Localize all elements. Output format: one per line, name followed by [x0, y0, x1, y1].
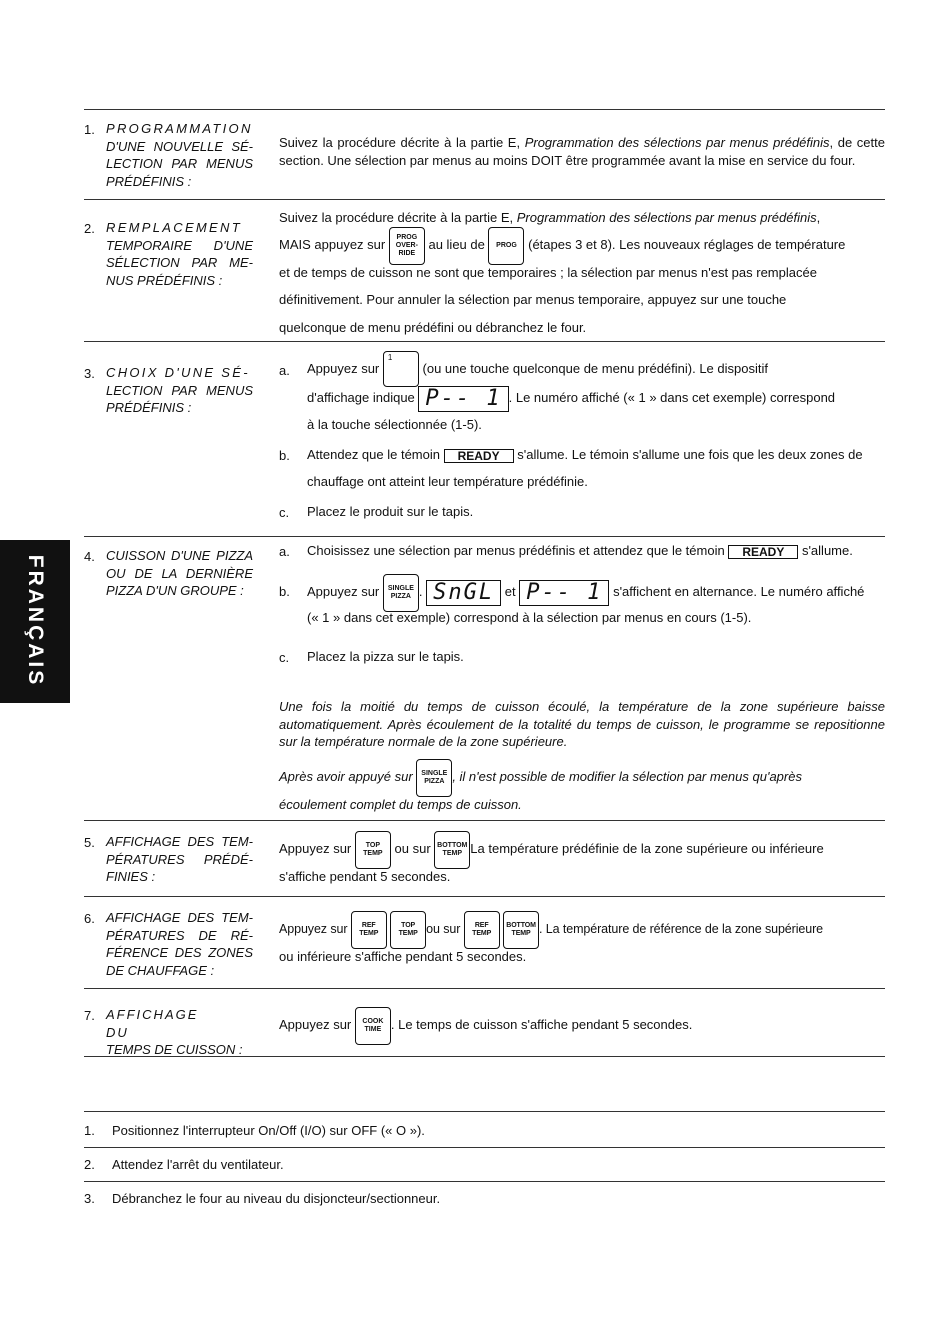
bottom-temp-key-icon: BOTTOM TEMP — [503, 911, 539, 949]
sub-text-line: Choisissez une sélection par menus prédéfinis et attendez que le témoin READY s'allume. — [307, 543, 853, 559]
row-text: Suivez la procédure décrite à la partie E, Programmation des sélections par menus prédéfinis, de cette section. Une sélection par menus au moins DOIT être programmée avant la mise en service du four. — [279, 135, 885, 168]
sub-text-line: Attendez que le témoin READY s'allume. Le témoin s'allume une fois que les deux zones de — [307, 447, 863, 463]
preset-1-key-icon: 1 — [383, 351, 419, 387]
divider — [84, 1147, 885, 1148]
ready-indicator: READY — [728, 545, 798, 559]
row-number: 3. — [84, 366, 95, 381]
row-number: 7. — [84, 1008, 95, 1023]
cook-time-key-icon: COOK TIME — [355, 1007, 391, 1045]
sub-text-line: Appuyez sur 1 (ou une touche quelconque de menu prédéfini). Le dispositif — [307, 350, 885, 388]
sub-text-line: chauffage ont atteint leur température prédéfinie. — [307, 474, 588, 489]
sub-text-line: (« 1 » dans cet exemple) correspond à la sélection par menus en cours (1-5). — [307, 610, 752, 625]
divider — [84, 820, 885, 821]
sub-text-line: Appuyez sur SINGLE PIZZA . SnGL et P-- 1 s'affichent en alternance. Le numéro affiché — [307, 573, 885, 611]
top-temp-key-icon: TOP TEMP — [390, 911, 426, 949]
single-pizza-key-icon: SINGLE PIZZA — [383, 574, 419, 612]
ref-temp-key-icon: REF TEMP — [464, 911, 500, 949]
step-text: Attendez l'arrêt du ventilateur. — [112, 1157, 284, 1172]
sub-label: a. — [279, 544, 290, 559]
row-text-line: définitivement. Pour annuler la sélection par menus temporaire, appuyez sur une touche — [279, 292, 787, 307]
row-text-line: s'affiche pendant 5 secondes. — [279, 869, 451, 884]
step-text: Débranchez le four au niveau du disjoncteur/sectionneur. — [112, 1191, 441, 1206]
language-tab-label: FRANÇAIS — [24, 554, 47, 688]
row-title: AFFICHAGE DU TEMPS DE CUISSON : — [106, 1007, 243, 1057]
divider — [84, 988, 885, 989]
row-text-line: Suivez la procédure décrite à la partie E, Programmation des sélections par menus prédéfinis, — [279, 210, 821, 225]
note-text: Une fois la moitié du temps de cuisson écoulé, la température de la zone supérieure baisse automatiquement. Après écoulement de la totalité du temps de cuisson, le programme se repositionne sur la température normale de la zone supérieure. — [279, 699, 885, 749]
step-number: 2. — [84, 1157, 95, 1172]
row-number: 6. — [84, 911, 95, 926]
divider — [84, 536, 885, 537]
prog-key-icon: PROG — [488, 227, 524, 265]
row-title: AFFICHAGE DES TEM-PÉRATURES DE RÉ-FÉRENCE DES ZONES DE CHAUFFAGE : — [106, 910, 253, 978]
divider — [84, 1111, 885, 1112]
sub-text-line: à la touche sélectionnée (1-5). — [307, 417, 482, 432]
row-text-line: ou inférieure s'affiche pendant 5 secondes. — [279, 949, 527, 964]
divider — [84, 341, 885, 342]
single-pizza-key-icon: SINGLE PIZZA — [416, 759, 452, 797]
divider — [84, 199, 885, 200]
note-text-line: Après avoir appuyé sur SINGLE PIZZA , il n'est possible de modifier la sélection par menus qu'après — [279, 758, 885, 796]
step-number: 3. — [84, 1191, 95, 1206]
ref-temp-key-icon: REF TEMP — [351, 911, 387, 949]
sub-label: b. — [279, 448, 290, 463]
row-title: CHOIX D'UNE SÉ- LECTION PAR MENUS PRÉDÉFINIS : — [106, 365, 253, 415]
preset-display: P-- 1 — [519, 580, 609, 606]
single-display: SnGL — [426, 580, 501, 606]
language-tab — [0, 540, 70, 703]
row-number: 4. — [84, 549, 95, 564]
row-number: 1. — [84, 122, 95, 137]
row-title: AFFICHAGE DES TEM-PÉRATURES PRÉDÉ-FINIES : — [106, 834, 253, 884]
step-number: 1. — [84, 1123, 95, 1138]
row-title: PROGRAMMATION D'UNE NOUVELLE SÉ-LECTION PAR MENUS PRÉDÉFINIS : — [106, 121, 253, 189]
sub-label: c. — [279, 505, 290, 520]
row-text-line: quelconque de menu prédéfini ou débranchez le four. — [279, 320, 587, 335]
sub-label: b. — [279, 584, 290, 599]
row-number: 5. — [84, 835, 95, 850]
sub-text-line: Placez la pizza sur le tapis. — [307, 649, 464, 664]
ready-indicator: READY — [444, 449, 514, 463]
prog-override-key-icon: PROG OVER- RIDE — [389, 227, 425, 265]
row-text-line: MAIS appuyez sur PROG OVER- RIDE au lieu de PROG (étapes 3 et 8). Les nouveaux réglages de température — [279, 226, 885, 264]
row-text-line: Appuyez sur REF TEMP TOP TEMP ou sur REF TEMP BOTTOM TEMP . La température de référence de la zone supérieure — [279, 910, 885, 948]
divider — [84, 109, 885, 110]
top-temp-key-icon: TOP TEMP — [355, 831, 391, 869]
row-title: CUISSON D'UNE PIZZA OU DE LA DERNIÈRE PIZZA D'UN GROUPE : — [106, 548, 253, 598]
bottom-temp-key-icon: BOTTOM TEMP — [434, 831, 470, 869]
sub-label: c. — [279, 650, 290, 665]
row-text-line: Appuyez sur TOP TEMP ou sur BOTTOM TEMP La température prédéfinie de la zone supérieure ou inférieure — [279, 830, 885, 868]
divider — [84, 1181, 885, 1182]
sub-text-line: Placez le produit sur le tapis. — [307, 504, 474, 519]
step-text: Positionnez l'interrupteur On/Off (I/O) sur OFF (« O »). — [112, 1123, 425, 1138]
row-text-line: Appuyez sur COOK TIME . Le temps de cuisson s'affiche pendant 5 secondes. — [279, 1006, 885, 1044]
sub-label: a. — [279, 363, 290, 378]
divider — [84, 896, 885, 897]
row-title: REMPLACEMENT TEMPORAIRE D'UNE SÉLECTION PAR ME-NUS PRÉDÉFINIS : — [106, 220, 253, 288]
row-text-line: et de temps de cuisson ne sont que temporaires ; la sélection par menus n'est pas remplacée — [279, 265, 817, 280]
preset-display: P-- 1 — [418, 386, 508, 412]
sub-text-line: d'affichage indique P-- 1 . Le numéro affiché (« 1 » dans cet exemple) correspond — [307, 385, 836, 411]
note-text-line: écoulement complet du temps de cuisson. — [279, 797, 522, 812]
row-number: 2. — [84, 221, 95, 236]
